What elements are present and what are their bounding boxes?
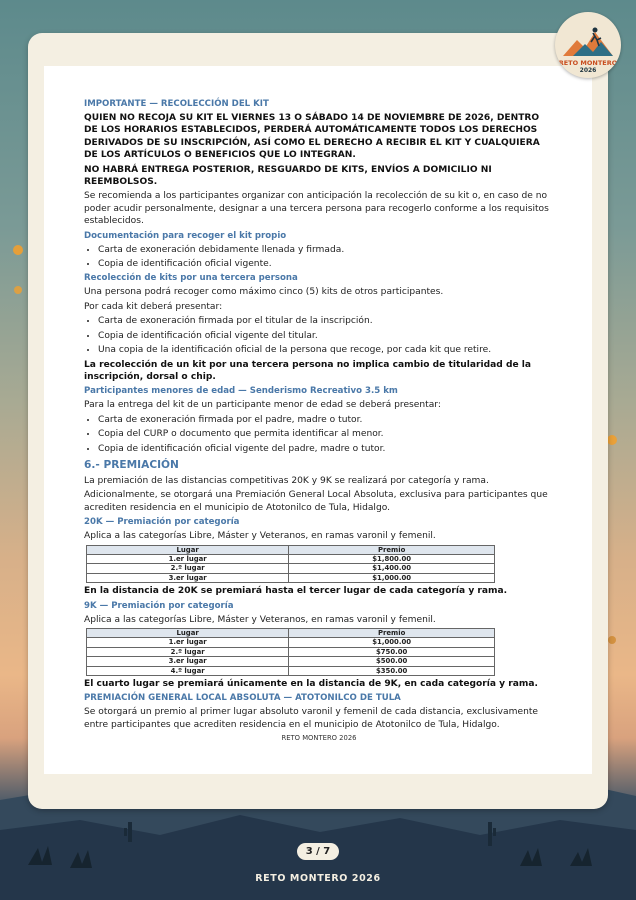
header-premio: Premio <box>289 545 495 554</box>
list-item: • Copia de identificación oficial vigente del titular. <box>98 330 554 342</box>
list-item: • Copia del CURP o documento que permita identificar al menor. <box>98 428 554 440</box>
k20-note: En la distancia de 20K se premiará hasta el tercer lugar de cada categoría y rama. <box>84 586 508 597</box>
menores-list <box>84 414 554 455</box>
cell-lugar: 4.º lugar <box>87 666 289 675</box>
k9-prize-table <box>86 628 495 676</box>
importante-title: IMPORTANTE — RECOLECCIÓN DEL KIT <box>84 99 269 109</box>
doc-list <box>84 244 554 271</box>
importante-no-entrega: NO HABRÁ ENTREGA POSTERIOR, RESGUARDO DE KITS, ENVÍOS A DOMICILIO NI REEMBOLSOS. <box>84 164 492 188</box>
table-row <box>87 573 495 582</box>
list-item: • Copia de identificación oficial vigente del padre, madre o tutor. <box>98 443 554 455</box>
k20-prize-table <box>86 545 495 584</box>
table-row <box>87 554 495 563</box>
cell-lugar: 1.er lugar <box>87 554 289 563</box>
list-item: • Copia de identificación oficial vigente. <box>98 258 554 270</box>
tercera-list <box>84 315 554 356</box>
table-header-row <box>87 629 495 638</box>
importante-recomendacion: Se recomienda a los participantes organizar con anticipación la recolección de su kit o, en caso de no poder acudir personalmente, designar a una tercera persona para recogerlo conforme a los requisitos establecidos. <box>84 191 549 227</box>
table-header-row <box>87 545 495 554</box>
logo-line2: 2026 <box>579 67 597 74</box>
header-lugar: Lugar <box>87 545 289 554</box>
list-item: • Carta de exoneración firmada por el titular de la inscripción. <box>98 315 554 327</box>
cell-lugar: 1.er lugar <box>87 638 289 647</box>
list-item: • Carta de exoneración firmada por el padre, madre o tutor. <box>98 414 554 426</box>
list-item: • Carta de exoneración debidamente llenada y firmada. <box>98 244 554 256</box>
mountain-runner-icon <box>555 12 621 78</box>
k9-note: El cuarto lugar se premiará únicamente en la distancia de 9K, en cada categoría y rama. <box>84 679 538 690</box>
event-logo <box>555 12 621 78</box>
logo-line1: RETO MONTERO <box>558 59 618 67</box>
lantern-icon <box>14 286 22 294</box>
header-lugar: Lugar <box>87 629 289 638</box>
page-number: 3 / 7 <box>297 843 339 860</box>
cell-premio: $500.00 <box>289 657 495 666</box>
table-row <box>87 657 495 666</box>
k9-title: 9K — Premiación por categoría <box>84 600 234 611</box>
cell-lugar: 3.er lugar <box>87 573 289 582</box>
k20-p: Aplica a las categorías Libre, Máster y Veteranos, en ramas varonil y femenil. <box>84 531 436 542</box>
list-item: • Una copia de la identificación oficial de la persona que recoge, por cada kit que retire. <box>98 344 554 356</box>
tercera-title: Recolección de kits por una tercera persona <box>84 273 298 284</box>
cell-lugar: 2.º lugar <box>87 647 289 656</box>
doc-title: Documentación para recoger el kit propio <box>84 230 287 241</box>
lantern-icon <box>608 636 616 644</box>
cell-lugar: 3.er lugar <box>87 657 289 666</box>
tercera-p1: Una persona podrá recoger como máximo cinco (5) kits de otros participantes. <box>84 287 444 298</box>
tercera-note: La recolección de un kit por una tercera persona no implica cambio de titularidad de la inscripción, dorsal o chip. <box>84 359 532 382</box>
menores-title: Participantes menores de edad — Senderismo Recreativo 3.5 km <box>84 386 398 397</box>
header-premio: Premio <box>289 629 495 638</box>
cell-premio: $350.00 <box>289 666 495 675</box>
premiacion-p1: La premiación de las distancias competitivas 20K y 9K se realizará por categoría y rama. <box>84 475 489 486</box>
cell-premio: $1,000.00 <box>289 573 495 582</box>
menores-p: Para la entrega del kit de un participante menor de edad se deberá presentar: <box>84 400 441 411</box>
table-row <box>87 666 495 675</box>
document-content <box>84 98 554 733</box>
local-p: Se otorgará un premio al primer lugar absoluto varonil y femenil de cada distancia, exclusivamente entre participantes que acrediten residencia en el municipio de Atotonilco de Tula, Hidalgo. <box>84 707 538 730</box>
bottom-title: RETO MONTERO 2026 <box>255 873 381 884</box>
table-row <box>87 647 495 656</box>
lantern-icon <box>607 435 617 445</box>
premiacion-title: 6.- PREMIACIÓN <box>84 458 179 471</box>
tercera-p2: Por cada kit deberá presentar: <box>84 301 223 312</box>
cell-lugar: 2.º lugar <box>87 564 289 573</box>
cell-premio: $750.00 <box>289 647 495 656</box>
table-row <box>87 564 495 573</box>
k9-p: Aplica a las categorías Libre, Máster y Veteranos, en ramas varonil y femenil. <box>84 614 436 625</box>
local-title: PREMIACIÓN GENERAL LOCAL ABSOLUTA — ATOTONILCO DE TULA <box>84 693 401 704</box>
cell-premio: $1,800.00 <box>289 554 495 563</box>
lantern-icon <box>13 245 23 255</box>
document-footer: RETO MONTERO 2026 <box>281 734 357 742</box>
table-row <box>87 638 495 647</box>
importante-warning: QUIEN NO RECOJA SU KIT EL VIERNES 13 O SÁBADO 14 DE NOVIEMBRE DE 2026, DENTRO DE LOS HORARIOS ESTABLECIDOS, PERDERÁ AUTOMÁTICAMENTE TODOS LOS DERECHOS DERIVADOS DE SU INSCRIPCIÓN, ASÍ COMO EL DERECHO A RECIBIR EL KIT Y CUALQUIERA DE LOS ARTÍCULOS O BENEFICIOS QUE LO INTEGRAN. <box>84 113 540 161</box>
k20-title: 20K — Premiación por categoría <box>84 517 240 528</box>
cell-premio: $1,400.00 <box>289 564 495 573</box>
premiacion-p2: Adicionalmente, se otorgará una Premiación General Local Absoluta, exclusiva para participantes que acrediten residencia en el municipio de Atotonilco de Tula, Hidalgo. <box>84 490 548 513</box>
cell-premio: $1,000.00 <box>289 638 495 647</box>
